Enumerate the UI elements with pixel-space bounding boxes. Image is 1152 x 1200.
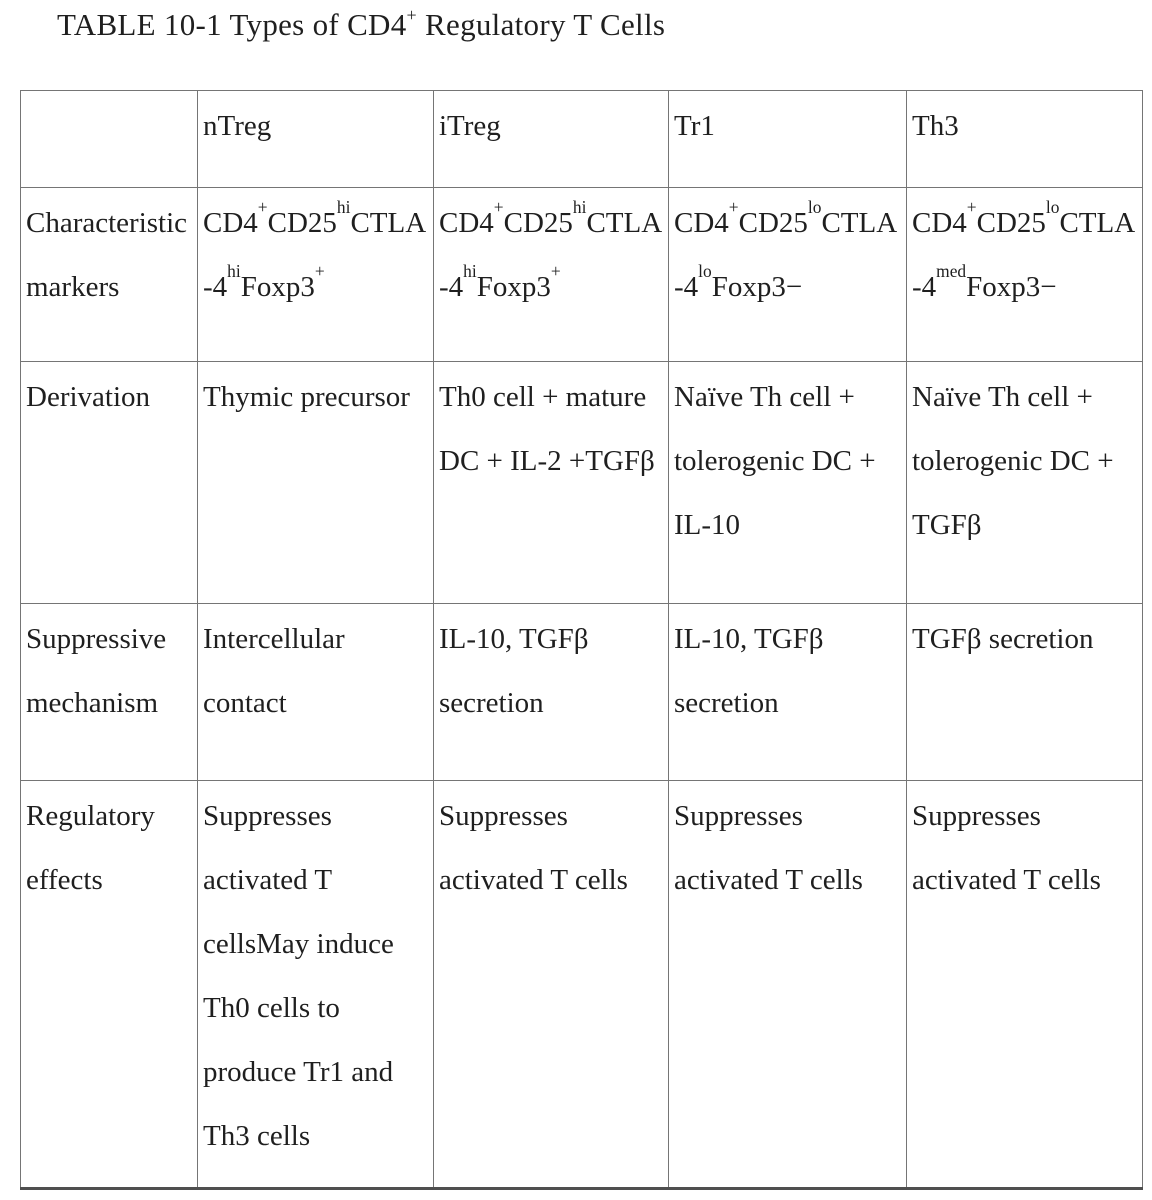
cell-line: secretion bbox=[439, 687, 544, 719]
cell-line: Th0 cells to bbox=[203, 992, 340, 1024]
text-run: Foxp3− bbox=[711, 271, 803, 303]
text-run: Regulatory T Cells bbox=[416, 7, 666, 42]
text-run: Foxp3 bbox=[240, 271, 315, 303]
table-cell bbox=[434, 188, 669, 362]
text-run: CD25 bbox=[976, 207, 1046, 239]
cell-line: Suppresses bbox=[674, 800, 803, 832]
cell-line: Suppresses bbox=[912, 800, 1041, 832]
cell-line bbox=[674, 255, 904, 319]
superscript: hi bbox=[336, 197, 351, 217]
cell-line: Suppresses bbox=[203, 800, 332, 832]
superscript: hi bbox=[227, 261, 241, 281]
table-row bbox=[21, 362, 1143, 604]
text-run: CTLA bbox=[350, 207, 427, 239]
superscript: lo bbox=[698, 261, 712, 281]
superscript: lo bbox=[1045, 197, 1060, 217]
cell-line: DC + IL-2 +TGFβ bbox=[439, 445, 655, 477]
column-header: iTreg bbox=[434, 91, 669, 188]
text-run: CTLA bbox=[1059, 207, 1136, 239]
cell-line bbox=[439, 191, 666, 255]
text-run: CD4 bbox=[439, 207, 494, 239]
cell-line bbox=[912, 191, 1140, 255]
superscript: + bbox=[728, 197, 739, 217]
cell-line: Thymic precursor bbox=[203, 381, 410, 413]
text-run: TABLE 10-1 Types of CD4 bbox=[57, 7, 407, 42]
cell-line: activated T cells bbox=[439, 864, 628, 896]
cell-line: tolerogenic DC + bbox=[674, 445, 876, 477]
table-cell bbox=[669, 604, 907, 781]
cell-line bbox=[674, 191, 904, 255]
table-cell bbox=[198, 188, 434, 362]
table-row bbox=[21, 604, 1143, 781]
header-row bbox=[21, 91, 1143, 188]
cell-line: Naïve Th cell + bbox=[674, 381, 855, 413]
corner-cell bbox=[21, 91, 198, 188]
text-run: CD25 bbox=[503, 207, 573, 239]
column-header: Th3 bbox=[907, 91, 1143, 188]
text-run: -4 bbox=[203, 271, 228, 303]
cell-line: TGFβ bbox=[912, 509, 982, 541]
table-cell bbox=[434, 362, 669, 604]
superscript: med bbox=[936, 261, 967, 281]
table-cell bbox=[907, 604, 1143, 781]
superscript: + bbox=[257, 197, 268, 217]
superscript: lo bbox=[807, 197, 822, 217]
column-header: nTreg bbox=[198, 91, 434, 188]
cell-line: produce Tr1 and bbox=[203, 1056, 394, 1088]
cell-line: IL-10, TGFβ bbox=[439, 623, 589, 655]
superscript: hi bbox=[572, 197, 587, 217]
table-cell bbox=[907, 188, 1143, 362]
table-cell bbox=[198, 604, 434, 781]
table-cell bbox=[907, 781, 1143, 1189]
table-title bbox=[57, 4, 666, 43]
row-label: Suppressive mechanism bbox=[21, 604, 198, 781]
table-row bbox=[21, 188, 1143, 362]
text-run: CD25 bbox=[267, 207, 337, 239]
cell-line: IL-10 bbox=[674, 509, 741, 541]
superscript: + bbox=[966, 197, 977, 217]
table-cell bbox=[669, 362, 907, 604]
text-run: -4 bbox=[674, 271, 699, 303]
cell-line bbox=[203, 255, 431, 319]
superscript: hi bbox=[463, 261, 477, 281]
row-label: Derivation bbox=[21, 362, 198, 604]
cell-line: secretion bbox=[674, 687, 779, 719]
row-label: Characteristic markers bbox=[21, 188, 198, 362]
text-run: Foxp3− bbox=[966, 271, 1057, 303]
text-run: -4 bbox=[439, 271, 464, 303]
text-run: Foxp3 bbox=[476, 271, 551, 303]
column-header: Tr1 bbox=[669, 91, 907, 188]
cell-line bbox=[439, 255, 666, 319]
treg-types-table bbox=[20, 90, 1143, 1190]
cell-line bbox=[912, 255, 1140, 319]
cell-line: activated T bbox=[203, 864, 333, 896]
cell-line: Naïve Th cell + bbox=[912, 381, 1093, 413]
cell-line: activated T cells bbox=[912, 864, 1101, 896]
cell-line: Suppresses bbox=[439, 800, 568, 832]
table-cell bbox=[907, 362, 1143, 604]
table-cell bbox=[669, 188, 907, 362]
table-row bbox=[21, 781, 1143, 1189]
superscript: + bbox=[493, 197, 504, 217]
cell-line: TGFβ secretion bbox=[912, 623, 1094, 655]
table-cell bbox=[669, 781, 907, 1189]
table-cell bbox=[434, 781, 669, 1189]
cell-line bbox=[203, 191, 431, 255]
cell-line: contact bbox=[203, 687, 287, 719]
cell-line: Th0 cell + mature bbox=[439, 381, 647, 413]
cell-line: tolerogenic DC + bbox=[912, 445, 1114, 477]
text-run: CD4 bbox=[203, 207, 258, 239]
superscript: + bbox=[550, 261, 561, 281]
text-run: CD4 bbox=[674, 207, 729, 239]
table-cell bbox=[198, 781, 434, 1189]
table-header bbox=[21, 91, 1143, 188]
text-run: CD25 bbox=[738, 207, 808, 239]
cell-line: cellsMay induce bbox=[203, 928, 394, 960]
row-label: Regulatory effects bbox=[21, 781, 198, 1189]
cell-line: activated T cells bbox=[674, 864, 863, 896]
table-cell bbox=[198, 362, 434, 604]
cell-line: Th3 cells bbox=[203, 1120, 311, 1152]
superscript: + bbox=[406, 4, 417, 25]
text-run: -4 bbox=[912, 271, 937, 303]
cell-line: Intercellular bbox=[203, 623, 345, 655]
cell-line: IL-10, TGFβ bbox=[674, 623, 824, 655]
text-run: CD4 bbox=[912, 207, 967, 239]
superscript: + bbox=[314, 261, 325, 281]
text-run: CTLA bbox=[586, 207, 663, 239]
table-cell bbox=[434, 604, 669, 781]
text-run: CTLA bbox=[821, 207, 898, 239]
table-body bbox=[21, 188, 1143, 1189]
